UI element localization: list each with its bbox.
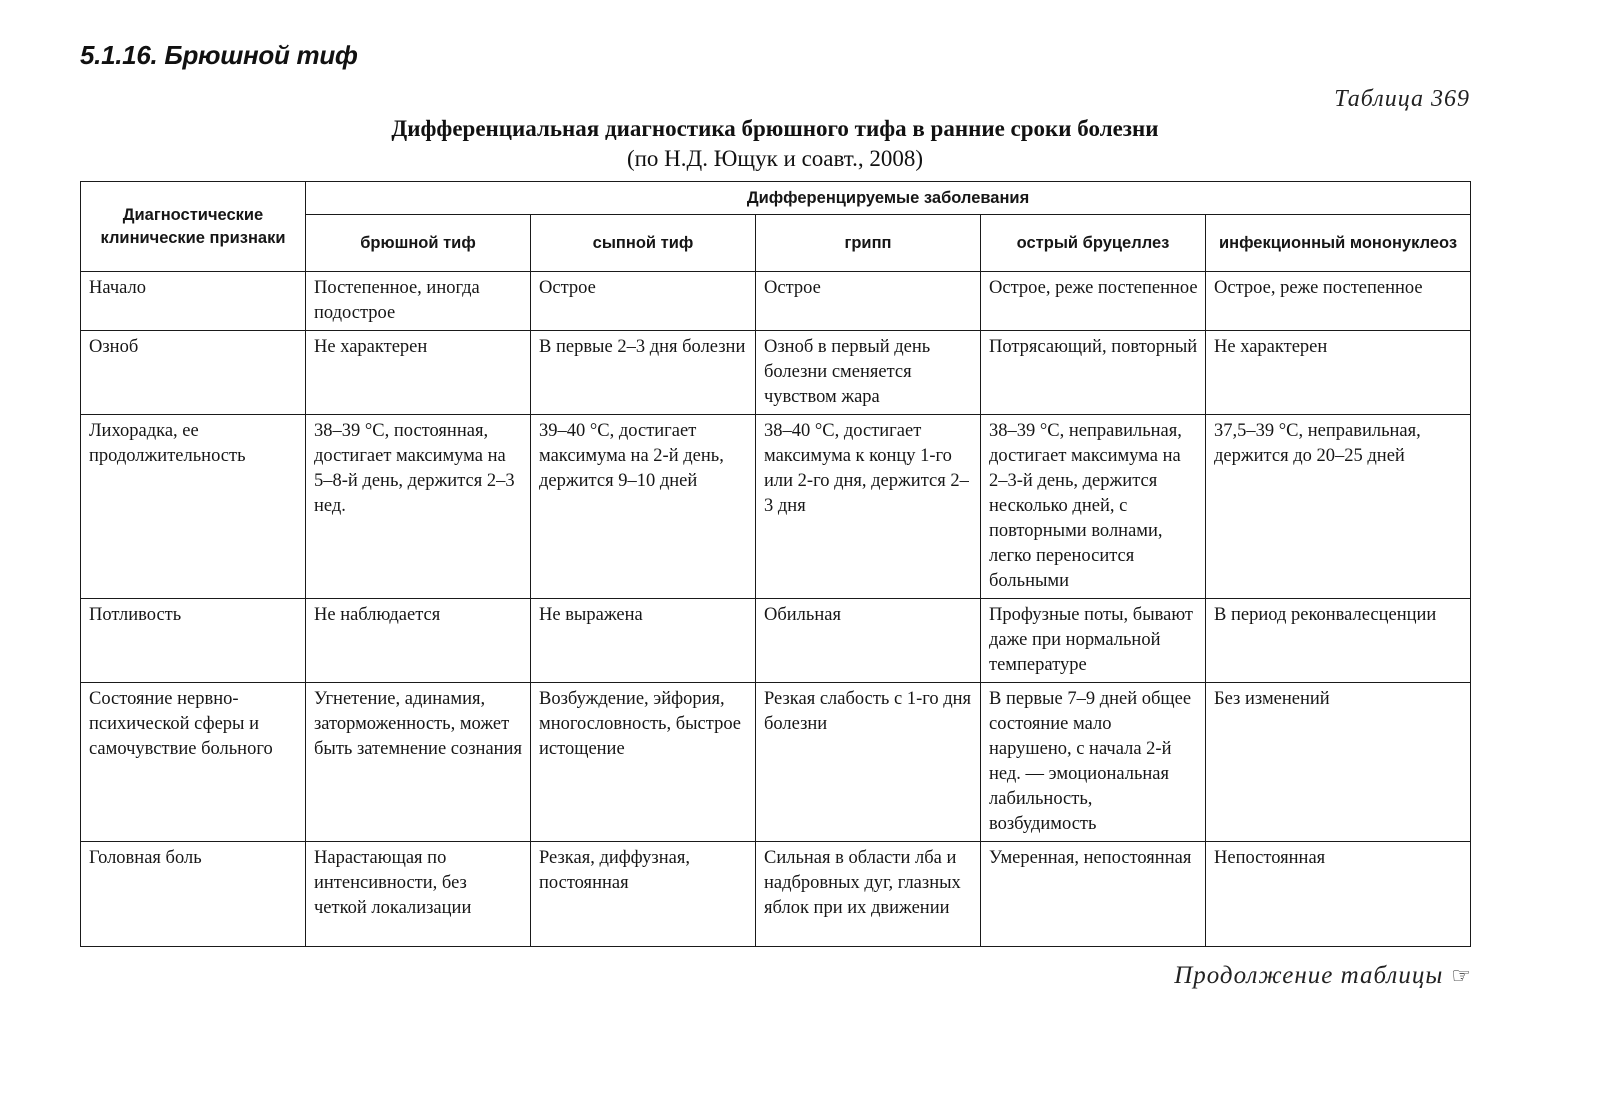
table-cell: Сильная в области лба и надбровных дуг, глазных яблок при их движении [756, 842, 981, 947]
table-cell: В первые 7–9 дней общее состояние мало нарушено, с начала 2-й нед. — эмоциональная лабильность, возбудимость [981, 683, 1206, 842]
table-row [81, 842, 1471, 947]
table-cell: Нарастающая по интенсивности, без четкой локализации [306, 842, 531, 947]
column-header-flu: грипп [756, 215, 981, 272]
table-row [81, 272, 1471, 331]
table-cell: 39–40 °С, достигает максимума на 2-й день, держится 9–10 дней [531, 415, 756, 599]
row-header-label: Диагностические клинические признаки [81, 182, 306, 272]
table-cell: Непостоянная [1206, 842, 1471, 947]
table-cell: Возбуждение, эйфория, многословность, быстрое истощение [531, 683, 756, 842]
table-cell: Озноб в первый день болезни сменяется чувством жара [756, 331, 981, 415]
column-header-typhus: сыпной тиф [531, 215, 756, 272]
table-cell: 37,5–39 °С, неправильная, держится до 20–25 дней [1206, 415, 1471, 599]
table-cell: Не наблюдается [306, 599, 531, 683]
table-cell: Резкая, диффузная, постоянная [531, 842, 756, 947]
column-header-typhoid: брюшной тиф [306, 215, 531, 272]
table-cell: 38–39 °С, постоянная, достигает максимума на 5–8-й день, держится 2–3 нед. [306, 415, 531, 599]
table-row [81, 683, 1471, 842]
table-row [81, 415, 1471, 599]
column-header-brucellosis: острый бруцеллез [981, 215, 1206, 272]
table-continuation-note [1174, 962, 1472, 990]
table-cell: Острое [756, 272, 981, 331]
table-cell: Обильная [756, 599, 981, 683]
group-header: Дифференцируемые заболевания [306, 182, 1471, 215]
table-cell: Потрясающий, повторный [981, 331, 1206, 415]
table-cell: Угнетение, адинамия, заторможенность, может быть затемнение сознания [306, 683, 531, 842]
table-cell: Умеренная, непостоянная [981, 842, 1206, 947]
table-row [81, 599, 1471, 683]
table-row [81, 331, 1471, 415]
row-label: Состояние нервно-психической сферы и самочувствие больного [81, 683, 306, 842]
section-heading: 5.1.16. Брюшной тиф [80, 40, 358, 70]
table-cell: Острое, реже постепенное [1206, 272, 1471, 331]
differential-diagnosis-table [80, 181, 1471, 947]
row-label: Озноб [81, 331, 306, 415]
row-label: Потливость [81, 599, 306, 683]
table-cell: Не выражена [531, 599, 756, 683]
table-cell: В первые 2–3 дня болезни [531, 331, 756, 415]
table-title: Дифференциальная диагностика брюшного тифа в ранние сроки болезни [391, 116, 1159, 141]
table-cell: Не характерен [1206, 331, 1471, 415]
row-label: Головная боль [81, 842, 306, 947]
continuation-text: Продолжение таблицы [1174, 962, 1444, 989]
table-cell: 38–39 °С, неправильная, достигает максимума на 2–3-й день, держится несколько дней, с повторными волнами, легко переносится больными [981, 415, 1206, 599]
table-cell: Острое, реже постепенное [981, 272, 1206, 331]
table-cell: Профузные поты, бывают даже при нормальной температуре [981, 599, 1206, 683]
table-cell: В период реконвалесценции [1206, 599, 1471, 683]
row-label: Лихорадка, ее продолжительность [81, 415, 306, 599]
table-source: (по Н.Д. Ющук и соавт., 2008) [626, 146, 924, 171]
hand-pointing-arrow-icon: ☞ [1451, 963, 1472, 988]
table-cell: Постепенное, иногда подострое [306, 272, 531, 331]
table-cell: Не характерен [306, 331, 531, 415]
table-cell: Резкая слабость с 1-го дня болезни [756, 683, 981, 842]
table-cell: Острое [531, 272, 756, 331]
table-cell: Без изменений [1206, 683, 1471, 842]
column-header-mononucleosis: инфекционный мононуклеоз [1206, 215, 1471, 272]
table-cell: 38–40 °С, достигает максимума к концу 1-го или 2-го дня, держится 2–3 дня [756, 415, 981, 599]
table-number: Таблица 369 [1334, 86, 1470, 112]
row-label: Начало [81, 272, 306, 331]
